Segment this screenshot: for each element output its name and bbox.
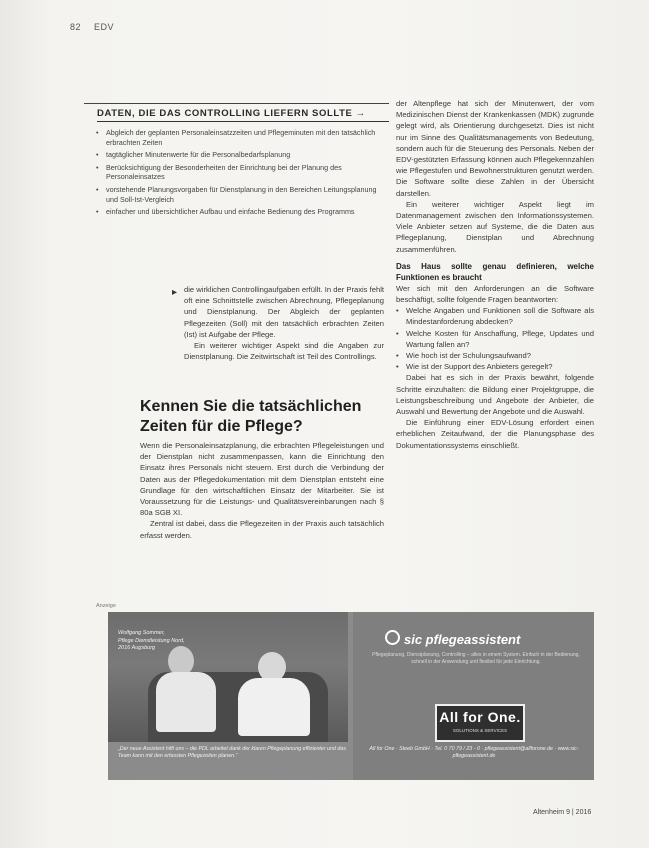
list-item: • Welche Angaben und Funktionen soll die Software als Mindestanforderung abdecken? — [396, 305, 594, 327]
ad-label: Anzeige — [96, 603, 116, 609]
running-footer: Altenheim 9 | 2016 — [533, 809, 592, 816]
section-heading: Kennen Sie die tatsächlichen Zeiten für die Pflege? — [140, 398, 362, 435]
person-body-shape — [238, 678, 310, 736]
list-item: • Welche Kosten für Anschaffung, Pflege, Updates und Wartung fallen an? — [396, 328, 594, 350]
question-list — [396, 305, 594, 372]
paragraph: Wenn die Personaleinsatzplanung, die erbrachten Pflegeleistungen und der Dienstplan nicht zusammenpassen, kann die Einrichtung den Einsatz ihres Personals nicht steuern. Erst durch die Verbindung der Daten aus der Pflegedokumentation mit dem Dienstplan entsteht eine Grundlage für den wirtschaftlichen Einsatz der Mitarbeiter. Sie ist Voraussetzung für die Leistungs- und Qualitätsvereinbarungen nach § 80a SGB XI. — [140, 441, 384, 518]
brand-logo-icon — [385, 630, 400, 645]
paragraph: die wirklichen Controllingaufgaben erfüllt. In der Praxis fehlt oft eine Schnittstelle zwischen Abrechnung, Pflegeplanung und Dienstplanung. Der Abgleich der geplanten Pflegezeiten (Soll) mit den tatsächlich erbrachten Zeiten (Ist) ist Aufgabe der Pflege. — [184, 285, 384, 339]
left-column-bottom — [140, 440, 384, 541]
page-number: 82 — [70, 22, 82, 32]
ad-body-text: Pflegeplanung, Dienstplanung, Controlling – alles in einem System. Einfach in der Bedienung, schnell in der Anwendung und flexibel für jede Einrichtung. — [372, 652, 580, 665]
arrow-icon: ▸ — [172, 287, 178, 298]
paragraph: Ein weiterer wichtiger Aspekt liegt im Datenmanagement zwischen den Informationssystemen. Viele Anbieter setzen auf Systeme, die die Daten aus Pflegeplanung, Dienstplan und Abrechnung zusammenführen. — [396, 199, 594, 254]
quote-line: 2016 Augsburg — [118, 645, 156, 651]
list-item: • Wie hoch ist der Schulungsaufwand? — [396, 350, 594, 361]
box-title: DATEN, DIE DAS CONTROLLING LIEFERN SOLLTE → — [97, 108, 389, 122]
list-item: • einfacher und übersichtlicher Aufbau und einfache Bedienung des Programms — [96, 207, 388, 217]
ad-brand-panel — [353, 612, 594, 780]
subheading: Das Haus sollte genau definieren, welche Funktionen es braucht — [396, 261, 594, 282]
list-item: • vorstehende Planungsvorgaben für Dienstplanung in den Bereichen Leitungsplanung und Soll-Ist-Vergleich — [96, 185, 388, 204]
list-item: • tagtäglicher Minutenwerte für die Personalbedarfsplanung — [96, 150, 388, 160]
paragraph: Wer sich mit den Anforderungen an die Software beschäftigt, sollte folgende Fragen beantworten: — [396, 283, 594, 305]
advertisement[interactable] — [108, 612, 594, 780]
brand-name — [385, 630, 520, 647]
brand-text: sic pflegeassistent — [404, 632, 521, 647]
paragraph: der Altenpflege hat sich der Minutenwert, der vom Medizinischen Dienst der Krankenkassen (MDK) zugrunde gelegt wird, als Orientierung durchgesetzt. Dies ist nicht nur im Sinne des Qualitätsmanagements von Bedeutung, sondern auch für die Steuerung des Personals. Neben der EDV-gestützten Erfassung können auch Pflegekennzahlen wie Pflegestufen und Bewohnerstrukturen genutzt werden. Die Software sollte diese Zahlen in der Übersicht darstellen. — [396, 99, 594, 198]
list-item: • Wie ist der Support des Anbieters geregelt? — [396, 361, 594, 372]
controlling-list — [96, 128, 388, 220]
list-item: • Berücksichtigung der Besonderheiten der Einrichtung bei der Planung des Personaleinsatzes — [96, 163, 388, 182]
paragraph: Die Einführung einer EDV-Lösung erfordert einen erheblichen Zeitaufwand, der die Planungsphase des Dokumentationssystems einschließt. — [396, 418, 594, 450]
ad-contact[interactable]: All for One · Steeb GmbH · Tel. 0 70 79 / 23 - 0 · pflegeassistent@allforone.de · www.sic-pflegeassistent.de — [369, 746, 579, 760]
logo-subtext: SOLUTIONS & SERVICES — [452, 728, 508, 733]
running-header — [70, 22, 124, 32]
right-column — [396, 98, 594, 451]
list-item: • Abgleich der geplanten Personaleinsatzzeiten und Pflegeminuten mit den tatsächlich erbrachten Zeiten — [96, 128, 388, 147]
box-rule — [84, 103, 389, 104]
logo-text: All for One. — [439, 709, 521, 725]
quote-line: Wolfgang Sommer, — [118, 630, 165, 636]
quote-line: Pflege Dienstleistung Nord, — [118, 637, 185, 644]
paragraph: Dabei hat es sich in der Praxis bewährt, folgende Schritte einzuhalten: die Bildung einer Projektgruppe, die Leistungsbeschreibung und Angebote der Anbieter, die Auswahl und Bewertung der Angebote und die Auswahl. — [396, 373, 594, 417]
person-body-shape — [156, 672, 216, 732]
ad-caption: „Der neue Assistent hilft uns – die PDL arbeitet dank der klaren Pflegeplanung effizienter und das Team kann mit den erfassten Pflegezeiten planen.“ — [118, 746, 346, 760]
paragraph: Zentral ist dabei, dass die Pflegezeiten in der Praxis auch tatsächlich erfasst werden. — [140, 519, 384, 540]
section-name: EDV — [94, 22, 115, 32]
company-logo[interactable] — [435, 704, 525, 742]
left-column-top — [184, 284, 384, 362]
ad-quote — [118, 630, 185, 653]
ad-photo — [108, 612, 348, 742]
paragraph: Ein weiterer wichtiger Aspekt sind die Angaben zur Dienstplanung. Die Zeitwirtschaft ist Teil des Controllings. — [184, 341, 384, 362]
